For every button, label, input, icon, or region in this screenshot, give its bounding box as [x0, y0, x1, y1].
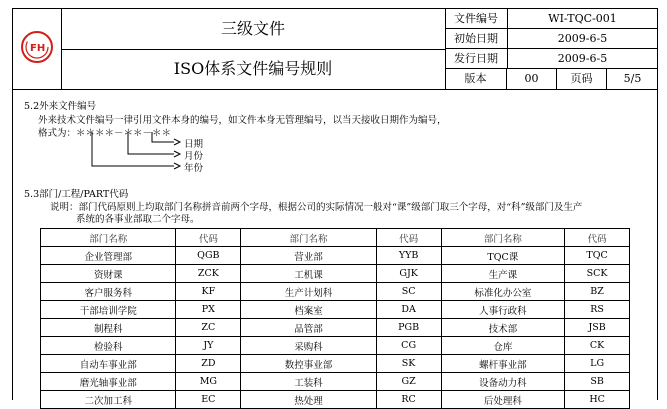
department-code-cell: CK [565, 337, 630, 355]
version-value: 00 [507, 69, 557, 89]
table-header-row [41, 229, 630, 247]
department-code-cell: KF [176, 283, 241, 301]
issue-date-label: 发行日期 [445, 49, 508, 69]
table-row [41, 373, 630, 391]
department-code-cell: QGB [176, 247, 241, 265]
department-code-cell: RC [376, 391, 441, 409]
department-name-cell: 标准化办公室 [441, 283, 565, 301]
department-code-cell: SC [376, 283, 441, 301]
department-name-cell: 生产课 [441, 265, 565, 283]
department-name-cell: 制程科 [41, 319, 176, 337]
department-name-cell: 磨光轴事业部 [41, 373, 176, 391]
department-code-cell: ZD [176, 355, 241, 373]
section-52-text: 外来技术文件编号一律引用文件本身的编号，如文件本身无管理编号，以当天接收日期作为编号， [38, 115, 447, 126]
department-code-cell: BZ [565, 283, 630, 301]
department-name-cell: 热处理 [241, 391, 376, 409]
company-logo [19, 29, 55, 65]
section-52-format: 格式为：＊＊＊＊－＊＊－＊＊ [38, 128, 172, 139]
department-name-cell: 后处理科 [441, 391, 565, 409]
section-53-note-2: 系统的各事业部取二个字母。 [76, 214, 200, 225]
meta-row-initial-date [445, 29, 658, 49]
document-meta [445, 9, 658, 89]
department-name-cell: 检验科 [41, 337, 176, 355]
department-code-cell: DA [376, 301, 441, 319]
table-body [41, 247, 630, 409]
department-name-cell: 设备动力科 [441, 373, 565, 391]
department-name-cell: 采购科 [241, 337, 376, 355]
department-name-cell: 螺杆事业部 [441, 355, 565, 373]
department-code-cell: GZ [376, 373, 441, 391]
tree-label-year: 年份 [184, 163, 204, 174]
logo-text: FH [30, 43, 46, 54]
doc-no-label: 文件编号 [445, 9, 508, 29]
table-row [41, 265, 630, 283]
department-name-cell: 生产计划科 [241, 283, 376, 301]
column-header: 代码 [176, 229, 241, 247]
department-code-cell: LG [565, 355, 630, 373]
column-header: 部门名称 [41, 229, 176, 247]
issue-date-value: 2009-6-5 [557, 52, 608, 65]
document-level: 三级文件 [61, 9, 445, 50]
department-code-cell: EC [176, 391, 241, 409]
department-name-cell: 数控事业部 [241, 355, 376, 373]
department-name-cell: 工装科 [241, 373, 376, 391]
document-title: ISO体系文件编号规则 [173, 59, 333, 78]
department-name-cell: 客户服务科 [41, 283, 176, 301]
column-header: 部门名称 [241, 229, 376, 247]
department-code-cell: PX [176, 301, 241, 319]
table-row [41, 283, 630, 301]
table-row [41, 337, 630, 355]
version-label: 版本 [445, 69, 507, 89]
department-code-cell: SK [376, 355, 441, 373]
department-name-cell: 自动车事业部 [41, 355, 176, 373]
page-value: 5/5 [623, 72, 642, 85]
department-code-cell: PGB [376, 319, 441, 337]
department-name-cell: 营业部 [241, 247, 376, 265]
column-header: 代码 [565, 229, 630, 247]
department-code-cell: HC [565, 391, 630, 409]
doc-no-value: WI-TQC-001 [548, 12, 617, 25]
department-name-cell: 资财课 [41, 265, 176, 283]
meta-row-version [445, 69, 658, 89]
table-row [41, 319, 630, 337]
department-name-cell: 人事行政科 [441, 301, 565, 319]
section-53-note-1: 说明：部门代码原则上均取部门名称拼音前两个字母，根据公司的实际情况一般对“课”级部门取三个字母，对“科”级部门及生产 [50, 202, 583, 213]
department-name-cell: 干部培训学院 [41, 301, 176, 319]
table-row [41, 301, 630, 319]
department-name-cell: 技术部 [441, 319, 565, 337]
initial-date-value: 2009-6-5 [557, 32, 608, 45]
tree-label-day: 日期 [184, 139, 204, 150]
department-name-cell: 仓库 [441, 337, 565, 355]
logo-cell [13, 9, 62, 89]
department-name-cell: 企业管理部 [41, 247, 176, 265]
table-row [41, 355, 630, 373]
column-header: 代码 [376, 229, 441, 247]
department-code-cell: CG [376, 337, 441, 355]
department-code-cell: JSB [565, 319, 630, 337]
department-name-cell: 品管部 [241, 319, 376, 337]
department-code-cell: ZCK [176, 265, 241, 283]
department-name-cell: 二次加工科 [41, 391, 176, 409]
department-code-cell: MG [176, 373, 241, 391]
document-header [12, 8, 658, 90]
department-code-cell: RS [565, 301, 630, 319]
department-code-cell: YYB [376, 247, 441, 265]
department-name-cell: 工机课 [241, 265, 376, 283]
section-52-heading: 5.2外来文件编号 [24, 101, 97, 112]
department-code-cell: SB [565, 373, 630, 391]
page-label: 页码 [557, 69, 607, 89]
department-name-cell: TQC课 [441, 247, 565, 265]
column-header: 部门名称 [441, 229, 565, 247]
table-row [41, 247, 630, 265]
department-code-cell: JY [176, 337, 241, 355]
initial-date-label: 初始日期 [445, 29, 508, 49]
meta-row-issue-date [445, 49, 658, 69]
department-code-cell: TQC [565, 247, 630, 265]
title-cell [61, 9, 446, 89]
section-53-heading: 5.3部门/工程/PART代码 [24, 189, 129, 200]
department-code-cell: ZC [176, 319, 241, 337]
tree-label-month: 月份 [184, 151, 204, 162]
department-code-cell: GJK [376, 265, 441, 283]
meta-row-doc-no [445, 9, 658, 29]
department-code-table [40, 228, 630, 409]
department-name-cell: 档案室 [241, 301, 376, 319]
department-code-cell: SCK [565, 265, 630, 283]
